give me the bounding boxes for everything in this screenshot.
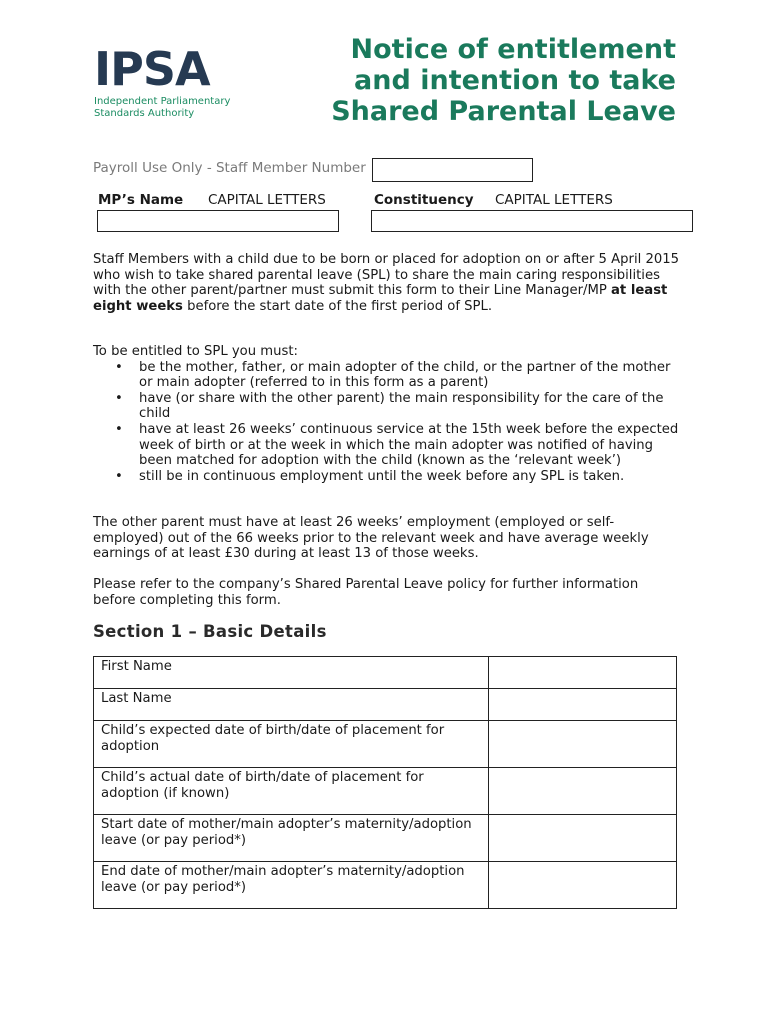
table-row	[94, 721, 677, 768]
table-row	[94, 768, 677, 815]
last-name-field[interactable]	[489, 689, 677, 721]
leave-end-date-field[interactable]	[489, 862, 677, 909]
title-line3: Shared Parental Leave	[331, 96, 676, 127]
intro-p1-start: Staff Members with a child due to be born or placed for adoption on or after 5 April 2015 who wish to take shared parental leave (SPL) to share the main caring responsibilities with the other parent/partner must submit this form to their Line Manager/MP	[93, 252, 680, 299]
list-item: • be the mother, father, or main adopter of the child, or the partner of the mother or main adopter (referred to in this form as a parent)	[139, 360, 683, 391]
logo-subtitle-line2: Standards Authority	[94, 108, 195, 119]
first-name-label: First Name	[94, 657, 489, 689]
title-line2: and intention to take	[354, 65, 676, 96]
list-item: • have (or share with the other parent) the main responsibility for the care of the child	[139, 391, 683, 422]
list-item: • have at least 26 weeks’ continuous service at the 15th week before the expected week of birth or at the week in which the main adopter was notified of having been matched for adoption with the child (known as the ‘relevant week’)	[139, 422, 683, 469]
entitlement-lead: To be entitled to SPL you must:	[93, 344, 298, 359]
table-row	[94, 815, 677, 862]
last-name-label: Last Name	[94, 689, 489, 721]
logo-subtitle-line1: Independent Parliamentary	[94, 96, 231, 107]
mp-name-hint: CAPITAL LETTERS	[208, 192, 326, 208]
constituency-label: Constituency	[374, 192, 474, 208]
mp-name-label: MP’s Name	[98, 192, 184, 208]
expected-birth-date-field[interactable]	[489, 721, 677, 768]
actual-birth-date-label: Child’s actual date of birth/date of placement for adoption (if known)	[94, 768, 489, 815]
intro-p1-bold: at least eight weeks	[93, 283, 668, 314]
first-name-field[interactable]	[489, 657, 677, 689]
constituency-field[interactable]	[371, 210, 693, 232]
basic-details-table	[93, 656, 677, 909]
entitlement-list-block	[93, 344, 683, 484]
expected-birth-date-label: Child’s expected date of birth/date of placement for adoption	[94, 721, 489, 768]
mp-name-field[interactable]	[97, 210, 339, 232]
payroll-label: Payroll Use Only - Staff Member Number	[93, 160, 366, 176]
page-title	[296, 34, 676, 127]
section-1-title: Section 1 – Basic Details	[93, 622, 327, 641]
intro-p1-end: before the start date of the first period of SPL.	[182, 298, 493, 314]
other-parent-paragraph: The other parent must have at least 26 weeks’ employment (employed or self-employed) out of the 66 weeks prior to the relevant week and have average weekly earnings of at least £30 during at least 13 of those weeks.	[93, 515, 649, 562]
actual-birth-date-field[interactable]	[489, 768, 677, 815]
table-row	[94, 862, 677, 909]
logo-wordmark: IPSA	[94, 42, 210, 96]
table-row	[94, 689, 677, 721]
ipsa-logo	[94, 42, 244, 120]
title-line1: Notice of entitlement	[350, 34, 676, 65]
leave-end-date-label: End date of mother/main adopter’s maternity/adoption leave (or pay period*)	[94, 862, 489, 909]
constituency-hint: CAPITAL LETTERS	[495, 192, 613, 208]
leave-start-date-field[interactable]	[489, 815, 677, 862]
leave-start-date-label: Start date of mother/main adopter’s maternity/adoption leave (or pay period*)	[94, 815, 489, 862]
logo-subtitle	[94, 96, 244, 120]
policy-paragraph: Please refer to the company’s Shared Parental Leave policy for further information before completing this form.	[93, 577, 639, 608]
staff-number-field[interactable]	[372, 158, 533, 182]
intro-paragraph-1	[93, 252, 683, 314]
entitlement-list	[93, 360, 683, 485]
table-row	[94, 657, 677, 689]
list-item: • still be in continuous employment until the week before any SPL is taken.	[139, 469, 683, 485]
